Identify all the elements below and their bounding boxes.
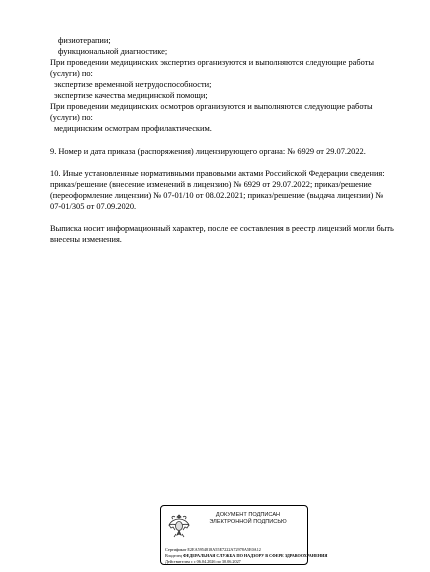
text-line: (услуги) по: xyxy=(50,69,93,78)
section-10-line: приказ/решение (внесение изменений в лицензию) № 6929 от 29.07.2022; приказ/решение xyxy=(50,180,372,189)
section-10-line: 07-01/305 от 07.09.2020. xyxy=(50,202,137,211)
valid-label: Действителен с xyxy=(165,559,193,564)
stamp-title-line1: ДОКУМЕНТ ПОДПИСАН xyxy=(215,512,281,518)
note-line: внесены изменения. xyxy=(50,235,122,244)
stamp-title-line2: ЭЛЕКТРОННОЙ ПОДПИСЬЮ xyxy=(209,519,287,525)
section-10-line: (переоформление лицензии) № 07-01/10 от 08.02.2021; приказ/решение (выдача лицензии) № xyxy=(50,191,384,200)
text-line: медицинским осмотрам профилактическим. xyxy=(54,124,212,133)
stamp-certificate xyxy=(165,547,306,552)
cert-value: E2EA5954818A55E7222A72978A5E0A12 xyxy=(187,547,261,552)
text-line: физиотерапии; xyxy=(58,36,111,45)
stamp-validity xyxy=(165,559,306,564)
section-10-line: 10. Иные установленные нормативными правовыми актами Российской Федерации сведения: xyxy=(50,169,385,178)
valid-value: с 06.04.2026 по 30.06.2027 xyxy=(193,559,241,564)
double-headed-eagle-icon xyxy=(167,511,191,539)
text-line: функциональной диагностике; xyxy=(58,47,168,56)
cert-label: Сертификат xyxy=(165,547,187,552)
text-line: экспертизе качества медицинской помощи; xyxy=(54,91,208,100)
text-line: При проведении медицинских экспертиз организуются и выполняются следующие работы xyxy=(50,58,374,67)
owner-value: ФЕДЕРАЛЬНАЯ СЛУЖБА ПО НАДЗОРУ В СФЕРЕ ЗДРАВООХРАНЕНИЯ xyxy=(182,553,328,558)
note-line: Выписка носит информационный характер, после ее составления в реестр лицензий могли быть xyxy=(50,224,394,233)
stamp-owner xyxy=(165,553,328,558)
signature-stamp xyxy=(160,505,328,565)
section-9: 9. Номер и дата приказа (распоряжения) лицензирующего органа: № 6929 от 29.07.2022. xyxy=(50,147,366,156)
text-line: При проведении медицинских осмотров организуются и выполняются следующие работы xyxy=(50,102,373,111)
owner-label: Владелец xyxy=(165,553,182,558)
text-line: (услуги) по: xyxy=(50,113,93,122)
text-line: экспертизе временной нетрудоспособности; xyxy=(54,80,212,89)
